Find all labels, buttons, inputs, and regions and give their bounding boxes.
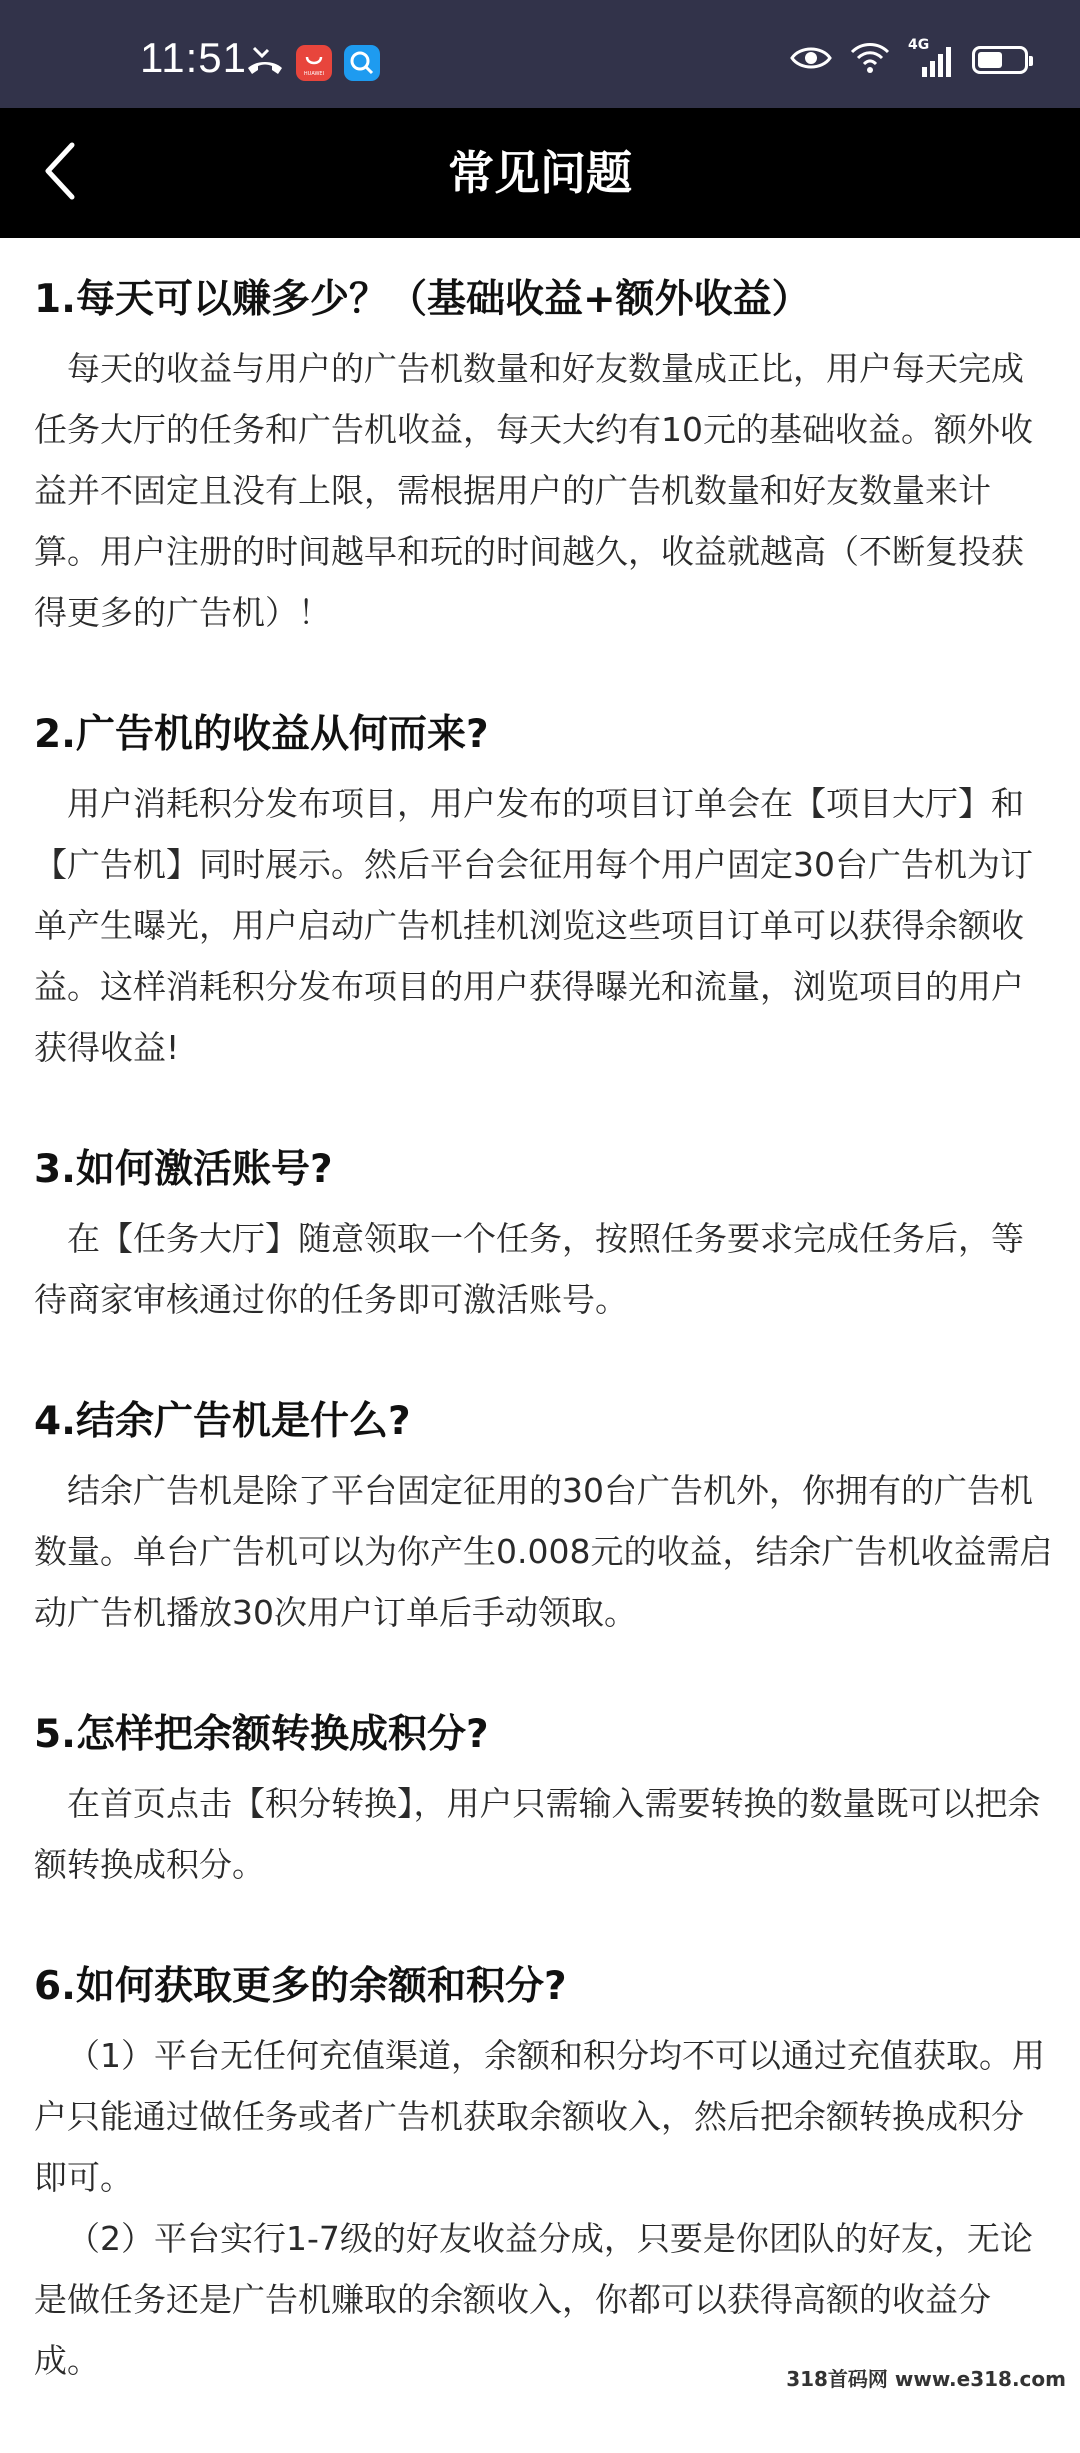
search-app-icon — [344, 45, 380, 81]
faq-item — [34, 1392, 1054, 1643]
signal-icon — [908, 37, 954, 77]
faq-question: 1.每天可以赚多少？（基础收益+额外收益） — [34, 277, 811, 322]
status-left-icons — [246, 44, 380, 82]
faq-item — [34, 705, 1054, 1078]
faq-question: 5.怎样把余额转换成积分? — [34, 1712, 489, 1757]
status-time: 11:51 — [140, 34, 247, 81]
faq-item — [34, 270, 1054, 643]
page-title: 常见问题 — [448, 146, 632, 200]
status-bar — [0, 0, 1080, 108]
faq-answer: （2）平台实行1-7级的好友收益分成，只要是你团队的好友，无论是做任务还是广告机赚取的余额收入，你都可以获得高额的收益分成。 — [34, 2219, 1033, 2380]
faq-item — [34, 1705, 1054, 1895]
faq-answer: 在首页点击【积分转换】，用户只需输入需要转换的数量既可以把余额转换成积分。 — [34, 1784, 1041, 1884]
eye-comfort-icon — [790, 43, 832, 77]
faq-question: 2.广告机的收益从何而来? — [34, 712, 489, 757]
faq-question: 4.结余广告机是什么? — [34, 1399, 411, 1444]
watermark: 318首码网 www.e318.com — [780, 2361, 1072, 2394]
faq-answer: 每天的收益与用户的广告机数量和好友数量成正比，用户每天完成任务大厅的任务和广告机收益，每天大约有10元的基础收益。额外收益并不固定且没有上限，需根据用户的广告机数量和好友数量来计算。用户注册的时间越早和玩的时间越久，收益就越高（不断复投获得更多的广告机）！ — [34, 349, 1033, 632]
network-type-label: 4G — [908, 37, 930, 53]
faq-answer: 结余广告机是除了平台固定征用的30台广告机外，你拥有的广告机数量。单台广告机可以为你产生0.008元的收益，结余广告机收益需启动广告机播放30次用户订单后手动领取。 — [34, 1471, 1053, 1632]
wifi-icon — [850, 42, 890, 78]
faq-answer: 用户消耗积分发布项目，用户发布的项目订单会在【项目大厅】和【广告机】同时展示。然后平台会征用每个用户固定30台广告机为订单产生曝光，用户启动广告机挂机浏览这些项目订单可以获得余额收益。这样消耗积分发布项目的用户获得曝光和流量，浏览项目的用户获得收益! — [34, 784, 1033, 1067]
faq-question: 6.如何获取更多的余额和积分? — [34, 1964, 567, 2009]
battery-level — [978, 52, 1002, 68]
battery-icon — [972, 46, 1028, 74]
missed-call-icon — [246, 44, 284, 82]
nav-bar — [0, 108, 1080, 238]
status-right-icons — [790, 37, 1028, 78]
huawei-label: HUAWEI — [303, 71, 325, 77]
faq-answer: （1）平台无任何充值渠道，余额和积分均不可以通过充值获取。用户只能通过做任务或者广告机获取余额收入，然后把余额转换成积分即可。 — [34, 2036, 1045, 2197]
faq-answer: 在【任务大厅】随意领取一个任务，按照任务要求完成任务后，等待商家审核通过你的任务即可激活账号。 — [34, 1219, 1024, 1319]
faq-question: 3.如何激活账号? — [34, 1147, 333, 1192]
faq-item — [34, 1140, 1054, 1330]
faq-list — [34, 270, 1054, 2453]
huawei-store-icon — [296, 45, 332, 81]
faq-item — [34, 1957, 1054, 2391]
